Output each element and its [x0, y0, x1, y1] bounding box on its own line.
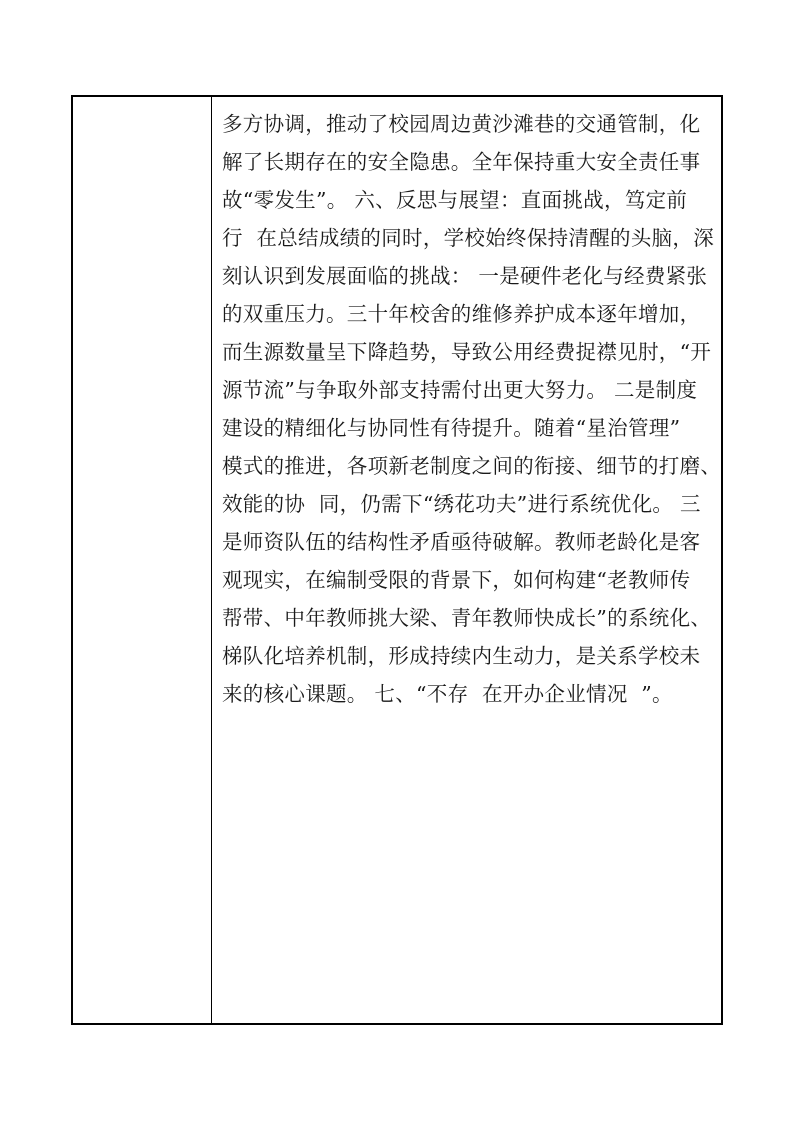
text-line: 而生源数量呈下降趋势，导致公用经费捉襟见肘，“开 [222, 340, 712, 364]
text-line: 故“零发生”。 六、反思与展望：直面挑战，笃定前 [222, 188, 688, 212]
text-line: 观现实，在编制受限的背景下，如何构建“老教师传 [222, 568, 691, 592]
text-line: 多方协调，推动了校园周边黄沙滩巷的交通管制，化 [222, 112, 701, 136]
text-line: 来的核心课题。 七、“不存 在开办企业情况 ”。 [222, 682, 673, 706]
text-line: 刻认识到发展面临的挑战： 一是硬件老化与经费紧张 [222, 264, 708, 288]
text-line: 的双重压力。三十年校舍的维修养护成本逐年增加， [222, 302, 701, 326]
form-table [71, 95, 723, 1025]
text-line: 模式的推进，各项新老制度之间的衔接、细节的打磨、 [222, 454, 722, 478]
text-line: 是师资队伍的结构性矛盾亟待破解。教师老龄化是客 [222, 530, 701, 554]
text-line: 效能的协 同，仍需下“绣花功夫”进行系统优化。 三 [222, 492, 701, 516]
text-line: 梯队化培养机制，形成持续内生动力，是关系学校未 [222, 644, 701, 668]
text-line: 源节流”与争取外部支持需付出更大努力。 二是制度 [222, 378, 698, 402]
text-line: 建设的精细化与协同性有待提升。随着“星治管理” [222, 416, 681, 440]
content-cell [213, 97, 721, 1023]
text-line: 行 在总结成绩的同时，学校始终保持清醒的头脑，深 [222, 226, 715, 250]
text-line: 解了长期存在的安全隐患。全年保持重大安全责任事 [222, 150, 701, 174]
text-line: 帮带、中年教师挑大梁、青年教师快成长”的系统化、 [222, 606, 712, 630]
label-cell [73, 97, 212, 1023]
